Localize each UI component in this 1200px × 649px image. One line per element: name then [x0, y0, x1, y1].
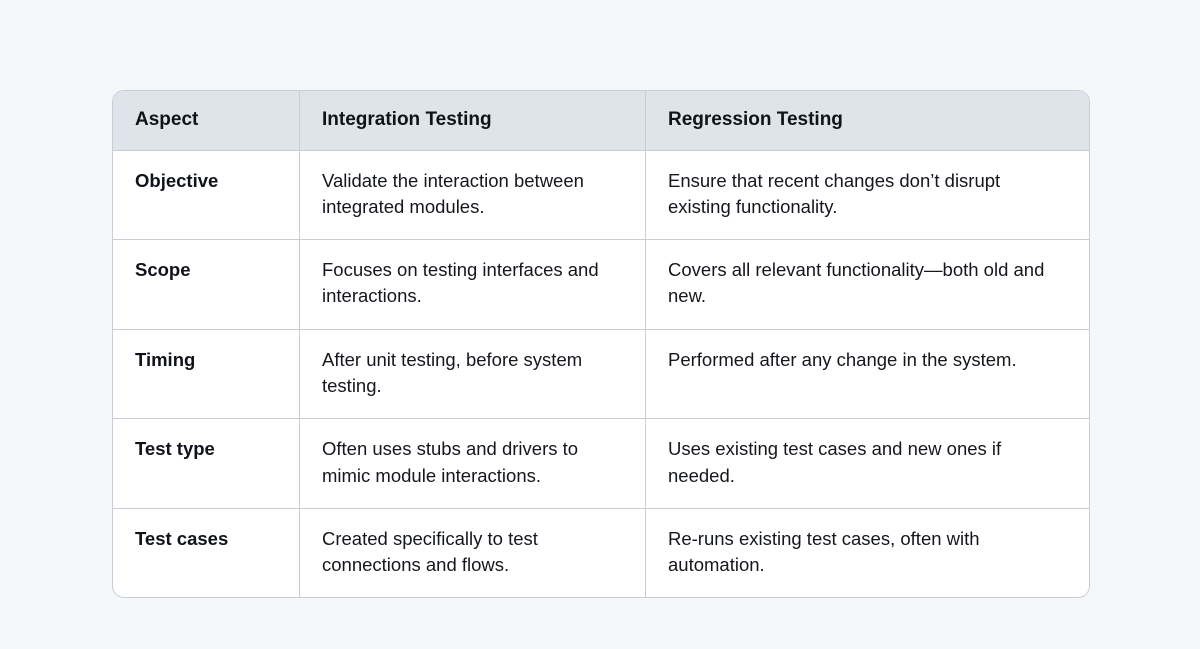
- column-header-integration-testing: Integration Testing: [299, 91, 645, 151]
- cell-regression: Performed after any change in the system.: [645, 330, 1089, 420]
- cell-aspect: Timing: [113, 330, 299, 420]
- table-row: [113, 419, 1089, 509]
- table-row: [113, 240, 1089, 330]
- table-row: [113, 151, 1089, 241]
- cell-aspect: Test cases: [135, 527, 229, 549]
- comparison-table: [112, 90, 1090, 598]
- cell-aspect: Scope: [113, 240, 299, 330]
- column-header-regression-testing: Regression Testing: [645, 91, 1089, 151]
- cell-aspect: Test type: [113, 419, 299, 509]
- cell-integration: Often uses stubs and drivers to mimic module interactions.: [299, 419, 645, 509]
- cell-aspect: Objective: [113, 151, 299, 241]
- cell-integration: Validate the interaction between integrated modules.: [299, 151, 645, 241]
- cell-integration: After unit testing, before system testing.: [299, 330, 645, 420]
- cell-integration: Focuses on testing interfaces and interactions.: [299, 240, 645, 330]
- table-row: [113, 330, 1089, 420]
- comparison-table-container: [112, 90, 1088, 598]
- table-row: [113, 509, 1089, 598]
- cell-regression: Re-runs existing test cases, often with automation.: [645, 509, 1089, 598]
- table-header: [113, 91, 1089, 151]
- cell-integration: Created specifically to test connections and flows.: [299, 509, 645, 598]
- table-body: [113, 151, 1089, 598]
- cell-regression: Uses existing test cases and new ones if needed.: [645, 419, 1089, 509]
- cell-regression: Covers all relevant functionality—both old and new.: [645, 240, 1089, 330]
- table-header-row: [113, 91, 1089, 151]
- column-header-aspect: Aspect: [113, 91, 299, 151]
- cell-regression: Ensure that recent changes don’t disrupt existing functionality.: [645, 151, 1089, 241]
